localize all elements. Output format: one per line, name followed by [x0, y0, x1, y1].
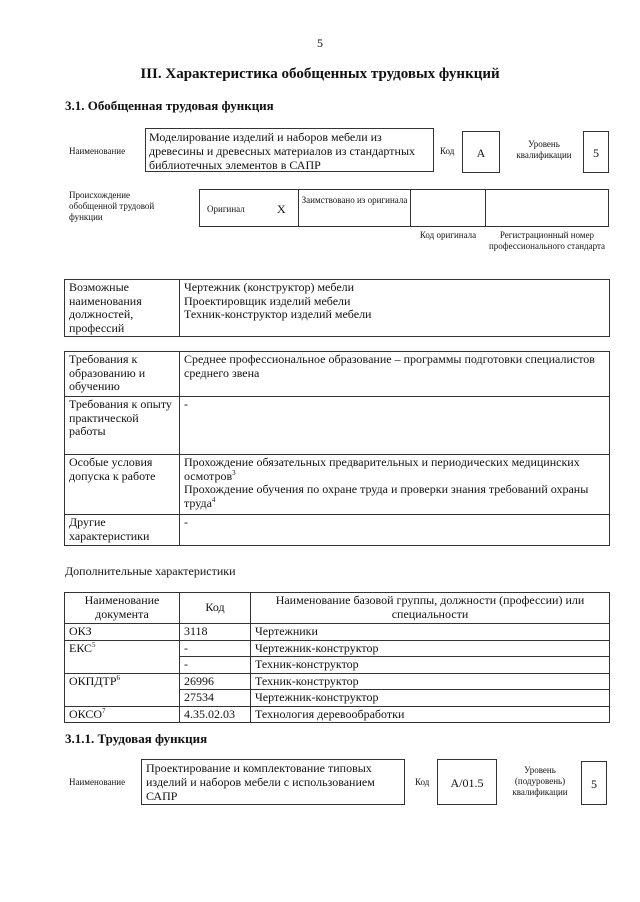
additional-heading: Дополнительные характеристики	[65, 564, 236, 578]
special-conditions-label: Особые условия допуска к работе	[65, 455, 180, 515]
positions-label: Возможные наименования должностей, профессий	[65, 280, 180, 337]
name-cell: Техник-конструктор	[251, 657, 610, 674]
position-item: Проектировщик изделий мебели	[184, 293, 351, 308]
special-conditions-value	[180, 455, 610, 515]
gtf-heading: 3.1. Обобщенная трудовая функция	[65, 98, 274, 113]
doc-cell: ОКПДТР$^6$	[65, 673, 180, 706]
experience-value: -	[180, 397, 610, 455]
page-number: 5	[317, 36, 323, 50]
safety-text: Прохождение обучения по охране труда и проверки знания требований охраны труда	[184, 482, 589, 510]
orig-code-label: Код оригинала	[419, 230, 477, 240]
doc-cell: ОКЗ	[65, 624, 180, 641]
gtf-level-value: 5	[583, 131, 609, 173]
table-row	[65, 673, 610, 690]
positions-table	[64, 279, 610, 337]
education-label: Требования к образованию и обучению	[65, 352, 180, 397]
positions-list	[180, 280, 610, 337]
tf-level-value: 5	[581, 761, 607, 805]
code-cell: 4.35.02.03	[180, 706, 251, 723]
name-cell: Чертежник-конструктор	[251, 640, 610, 657]
position-item: Техник-конструктор изделий мебели	[184, 307, 372, 321]
origin-original-cell	[199, 189, 299, 227]
gtf-code-value: A	[462, 131, 500, 173]
original-mark: X	[277, 202, 286, 216]
table-row	[65, 706, 610, 723]
table-row	[65, 624, 610, 641]
experience-label: Требования к опыту практической работы	[65, 397, 180, 455]
doc-cell: ЕКС$^5$	[65, 640, 180, 673]
gtf-name-value: Моделирование изделий и наборов мебели из древесины и древесных материалов из стандартных библиотечных элементов в САПР	[145, 128, 434, 172]
medical-text: Прохождение обязательных предварительных и периодических медицинских осмотров	[184, 455, 580, 483]
footnote-ref: 7	[102, 706, 106, 715]
requirements-table	[64, 351, 610, 546]
tf-name-label: Наименование	[69, 777, 126, 787]
doc-cell: ОКСО$^7$	[65, 706, 180, 723]
origin-code-cell	[410, 189, 486, 227]
other-value: -	[180, 515, 610, 546]
code-cell: 26996	[180, 673, 251, 690]
borrowed-label: Заимствовано из оригинала	[301, 195, 408, 205]
original-label: Оригинал	[207, 204, 245, 214]
additional-table	[64, 592, 610, 723]
section-title: III. Характеристика обобщенных трудовых функций	[140, 66, 500, 82]
tf-code-value: A/01.5	[437, 759, 497, 805]
footnote-ref: 3	[232, 468, 236, 477]
gtf-name-label: Наименование	[69, 146, 126, 156]
col-doc-header: Наименование документа	[65, 593, 180, 624]
name-cell: Чертежники	[251, 624, 610, 641]
name-cell: Чертежник-конструктор	[251, 690, 610, 707]
code-cell: 3118	[180, 624, 251, 641]
origin-reg-cell	[485, 189, 609, 227]
tf-heading: 3.1.1. Трудовая функция	[65, 731, 208, 746]
col-name-header: Наименование базовой группы, должности (профессии) или специальности	[251, 593, 610, 624]
origin-borrowed-cell	[298, 189, 411, 227]
name-cell: Технология деревообработки	[251, 706, 610, 723]
tf-level-label: Уровень (подуровень) квалификации	[512, 765, 568, 797]
other-label: Другие характеристики	[65, 515, 180, 546]
gtf-level-label: Уровень квалификации	[516, 139, 572, 160]
reg-number-label: Регистрационный номер профессионального стандарта	[488, 230, 606, 251]
footnote-ref: 6	[116, 673, 121, 682]
tf-code-label: Код	[415, 777, 430, 787]
tf-name-value: Проектирование и комплектование типовых изделий и наборов мебели с использованием САПР	[141, 759, 405, 805]
code-cell: -	[180, 640, 251, 657]
position-item: Чертежник (конструктор) мебели	[184, 280, 355, 294]
col-code-header: Код	[180, 593, 251, 624]
code-cell: -	[180, 657, 251, 674]
table-row	[65, 640, 610, 657]
gtf-code-label: Код	[440, 146, 455, 156]
gtf-origin-label: Происхождение обобщенной трудовой функции	[69, 190, 155, 222]
footnote-ref: 5	[92, 640, 96, 649]
code-cell: 27534	[180, 690, 251, 707]
footnote-ref: 4	[211, 495, 216, 504]
education-value: Среднее профессиональное образование – программы подготовки специалистов среднего звена	[180, 352, 610, 397]
name-cell: Техник-конструктор	[251, 673, 610, 690]
